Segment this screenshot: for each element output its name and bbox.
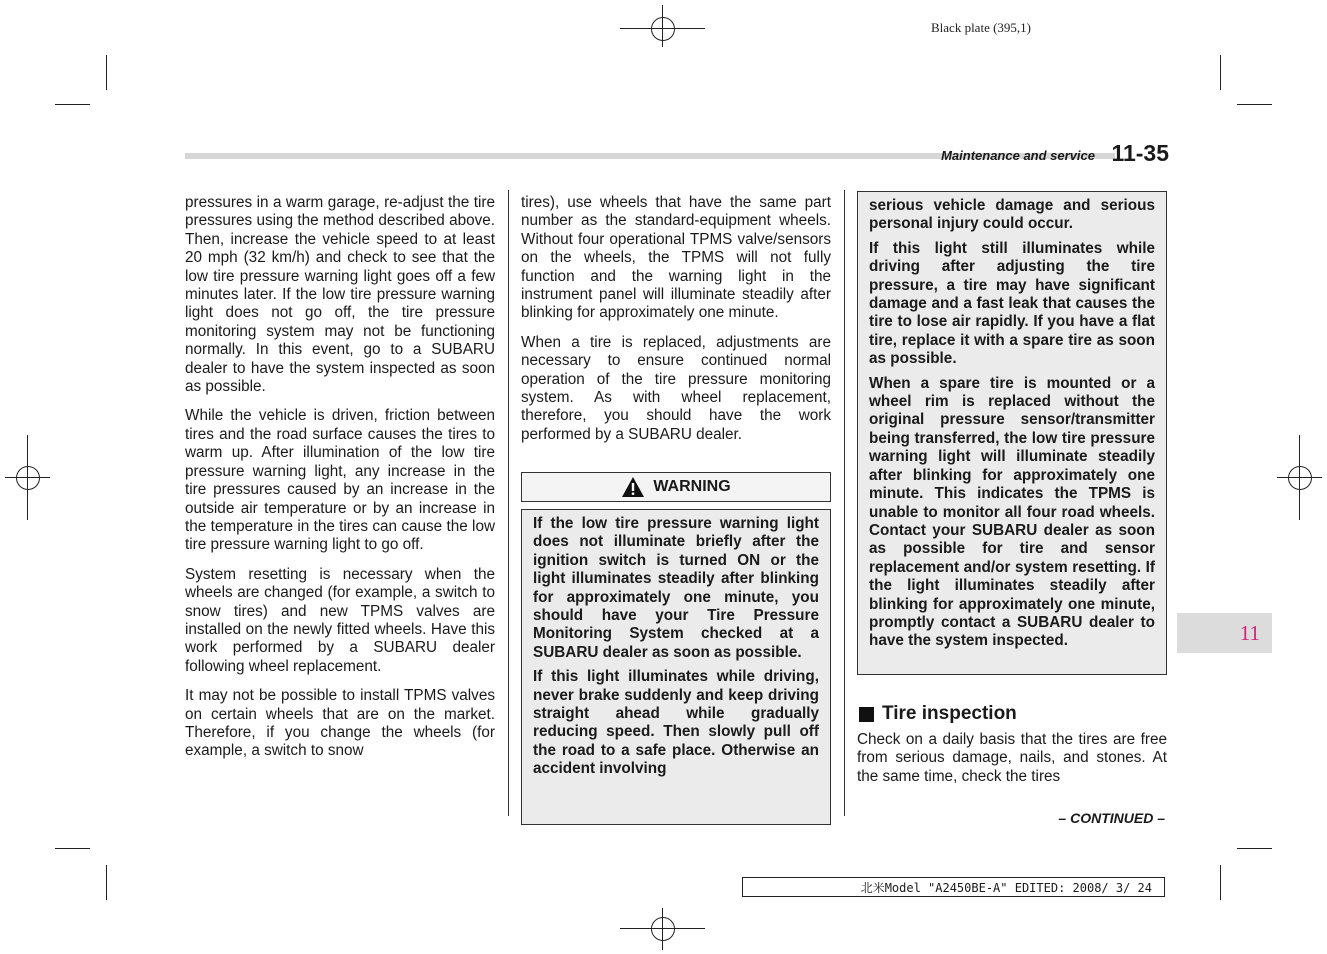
- paragraph: pressures in a warm garage, re-adjust the tire pressures using the method described above. Then, increase the vehicle speed to at least 20 mph (32 km/h) and check to see that the low tire pressure warning light goes off a few minutes later. If the low tire pressure warning light does not go off, the tire pressure monitoring system may not be functioning normally. In this event, go to a SUBARU dealer to have the system inspected as soon as possible.: [185, 194, 495, 396]
- chapter-tab: [1177, 613, 1272, 653]
- paragraph: System resetting is necessary when the wheels are changed (for example, a switch to snow tires) and new TPMS valves are installed on the newly fitted wheels. Have this work performed by a SUBARU dealer following wheel replacement.: [185, 565, 495, 675]
- warning-header: [521, 472, 831, 502]
- column-1: [185, 194, 495, 772]
- continued-label: – CONTINUED –: [1058, 810, 1165, 826]
- footer-edit-info: [742, 877, 1165, 897]
- black-square-icon: [859, 707, 874, 722]
- warning-triangle-icon: [621, 476, 645, 498]
- paragraph: tires), use wheels that have the same part number as the standard-equipment wheels. Without four operational TPMS valve/sensors on the wheels, the TPMS will not fully function and the warning light in the instrument panel will illuminate steadily after blinking for approximately one minute.: [521, 194, 831, 322]
- column-divider: [844, 190, 845, 816]
- warning-paragraph: If this light still illuminates while driving after adjusting the tire pressure, a tire may have significant damage and a fast leak that causes the tire to lose air rapidly. If you have a flat tire, replace it with a spare tire as soon as possible.: [869, 239, 1155, 368]
- paragraph: While the vehicle is driven, friction between tires and the road surface causes the tires to warm up. After illumination of the low tire pressure warning light, any increase in the tire pressures caused by an increase in the outside air temperature or by an increase in the temperature in the tires can cause the low tire pressure warning light to go off.: [185, 407, 495, 554]
- column-divider: [508, 190, 509, 816]
- page-number: 11-35: [1111, 140, 1169, 166]
- warning-paragraph: If the low tire pressure warning light does not illuminate briefly after the ignition switch is turned ON or the light illuminates steadily after blinking for approximately one minute, you should have your Tire Pressure Monitoring System checked at a SUBARU dealer as soon as possible.: [533, 515, 819, 661]
- section-heading: [859, 703, 1159, 725]
- warning-paragraph: When a spare tire is mounted or a wheel rim is replaced without the original pressure sensor/transmitter being transferred, the low tire pressure warning light will illuminate steadily after blinking for approximately one minute. This indicates the TPMS is unable to monitor all four road wheels. Contact your SUBARU dealer as soon as possible for tire and sensor replacement and/or system resetting. If the light illuminates steadily after blinking for approximately one minute, promptly contact a SUBARU dealer to have the system inspected.: [869, 374, 1155, 650]
- warning-box: [521, 509, 831, 825]
- footer-text: 北米Model "A2450BE-A" EDITED: 2008/ 3/ 24: [860, 880, 1152, 895]
- warning-label: WARNING: [653, 478, 731, 495]
- section-title: Tire inspection: [882, 703, 1017, 724]
- header-section-title: Maintenance and service: [941, 148, 1095, 163]
- warning-paragraph: If this light illuminates while driving, never brake suddenly and keep driving straight ahead while gradually reducing speed. Then slowly pull off the road to a safe place. Otherwise an accident involving: [533, 668, 819, 778]
- plate-label: Black plate (395,1): [931, 20, 1031, 35]
- chapter-number: 11: [1239, 620, 1260, 645]
- section-text: Check on a daily basis that the tires are free from serious damage, nails, and stones. At the same time, check the tires: [857, 731, 1167, 785]
- warning-box-continued: [857, 191, 1167, 675]
- paragraph: It may not be possible to install TPMS valves on certain wheels that are on the market. Therefore, if you change the wheels (for example, a switch to snow: [185, 687, 495, 760]
- paragraph: When a tire is replaced, adjustments are necessary to ensure continued normal operation of the tire pressure monitoring system. As with wheel replacement, therefore, you should have the work performed by a SUBARU dealer.: [521, 333, 831, 443]
- warning-paragraph: serious vehicle damage and serious personal injury could occur.: [869, 197, 1155, 233]
- column-2: [521, 194, 831, 455]
